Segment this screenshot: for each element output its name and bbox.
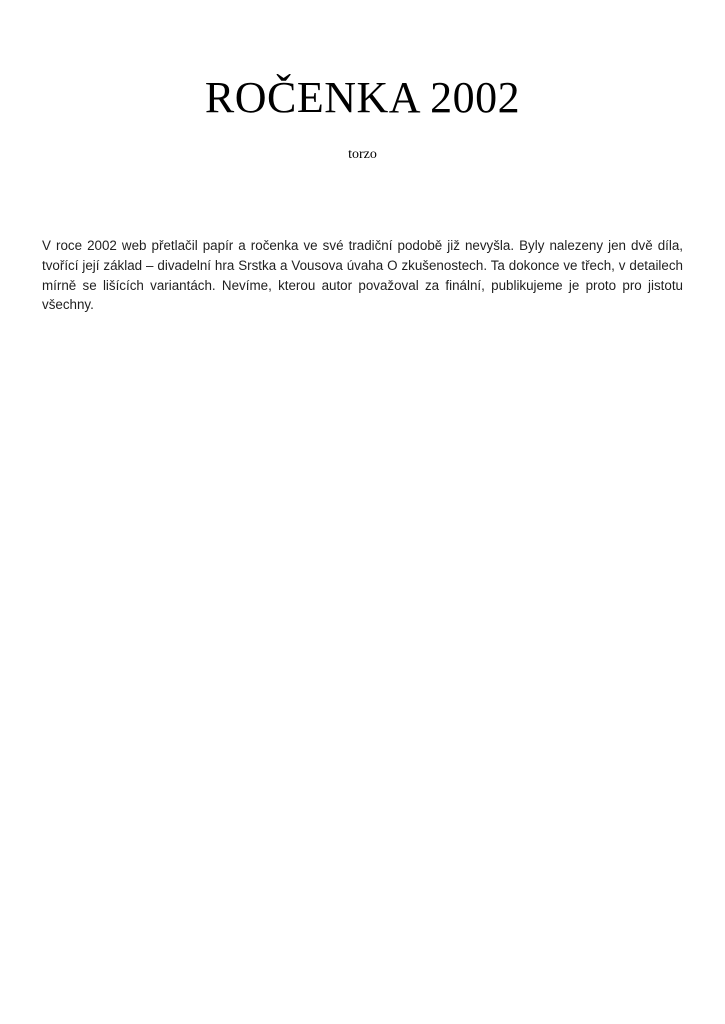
page-subtitle: torzo: [348, 147, 377, 162]
body-paragraph: V roce 2002 web přetlačil papír a ročenka ve své tradiční podobě již nevyšla. Byly nalezeny jen dvě díla, tvořící její základ – divadelní hra Srstka a Vousova úvaha O zkušenostech. Ta dokonce ve třech, v detailech mírně se lišících variantách. Nevíme, kterou autor považoval za finální, publikujeme je proto pro jistotu všechny.: [42, 238, 683, 313]
page-title: ROČENKA 2002: [204, 73, 521, 122]
